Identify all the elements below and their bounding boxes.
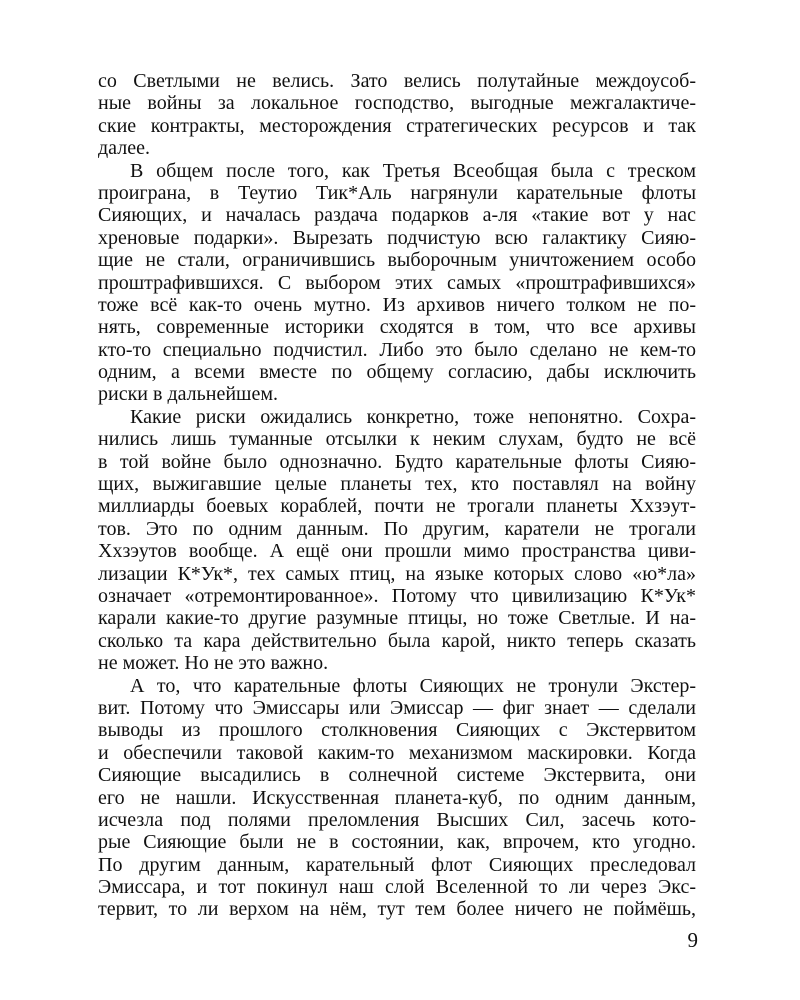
text-line: и обеспечили таковой каким-то механизмом маскировки. Когда [98,741,696,764]
page-number: 9 [687,928,698,952]
text-line: Сияющих, и началась раздача подарков а-ля «такие вот у нас [98,204,696,227]
text-line: Сияющие высадились в солнечной системе Экстервита, они [98,764,696,787]
paragraph [98,70,696,160]
text-line: Хxзэутов вообще. А ещё они прошли мимо пространства циви- [98,540,696,563]
paragraph [98,675,696,921]
text-line: проиграна, в Теутио Тик*Аль нагрянули карательные флоты [98,181,696,204]
text-line: далее. [98,137,150,160]
text-line: нились лишь туманные отсылки к неким слухам, будто не всё [98,428,696,451]
text-line: нять, современные историки сходятся в том, что все архивы [98,316,696,339]
paragraph [98,406,696,675]
text-line: тов. Это по одним данным. По другим, каратели не трогали [98,517,696,540]
text-line: карали какие-то другие разумные птицы, но тоже Светлые. И на- [98,607,696,630]
text-line: Эмиссара, и тот покинул наш слой Вселенной то ли через Экс- [98,876,696,899]
text-line: вит. Потому что Эмиссары или Эмиссар — фиг знает — сделали [98,696,696,719]
text-line: его не нашли. Искусственная планета-куб, по одним данным, [98,786,696,809]
text-line: Какие риски ожидались конкретно, тоже непонятно. Сохра- [130,405,696,428]
text-line: тервит, то ли верхом на нём, тут тем более ничего не поймёшь, [98,898,696,921]
text-line: щих, выжигавшие целые планеты тех, кто поставлял на войну [98,473,696,496]
text-line: щие не стали, ограничившись выборочным уничтожением особо [98,249,696,272]
text-line: риски в дальнейшем. [98,383,278,406]
text-line: рые Сияющие были не в состоянии, как, впрочем, кто угодно. [98,831,696,854]
text-line: тоже всё как-то очень мутно. Из архивов ничего толком не по- [98,293,696,316]
text-line: не может. Но не это важно. [98,652,329,675]
text-line: кто-то специально подчистил. Либо это было сделано не кем-то [98,338,696,361]
text-line: проштрафившихся. С выбором этих самых «проштрафившихся» [98,271,696,294]
text-line: сколько та кара действительно была карой, никто теперь сказать [98,629,696,652]
text-line: хреновые подарки». Вырезать подчистую всю галактику Сияю- [98,226,696,249]
text-line: со Светлыми не велись. Зато велись полутайные междоусоб- [98,70,696,92]
text-line: исчезла под полями преломления Высших Сил, засечь кото- [98,808,696,831]
text-line: лизации К*Ук*, тех самых птиц, на языке которых слово «ю*ла» [98,562,696,585]
text-line: По другим данным, карательный флот Сияющих преследовал [98,853,696,876]
body-text [98,70,696,921]
text-line: В общем после того, как Третья Всеобщая была с треском [130,159,696,182]
text-line: ские контракты, месторождения стратегических ресурсов и так [98,114,696,137]
text-line: в той войне было однозначно. Будто карательные флоты Сияю- [98,450,696,473]
text-line: ные войны за локальное господство, выгодные межгалактиче- [98,92,696,115]
text-line: выводы из прошлого столкновения Сияющих с Экстервитом [98,719,696,742]
text-line: означает «отремонтированное». Потому что цивилизацию К*Ук* [98,584,696,607]
text-line: миллиарды боевых кораблей, почти не трогали планеты Хxзэут- [98,495,696,518]
text-line: А то, что карательные флоты Сияющих не тронули Экстер- [130,674,696,697]
paragraph [98,160,696,406]
text-line: одним, а всеми вместе по общему согласию, дабы исключить [98,361,696,384]
